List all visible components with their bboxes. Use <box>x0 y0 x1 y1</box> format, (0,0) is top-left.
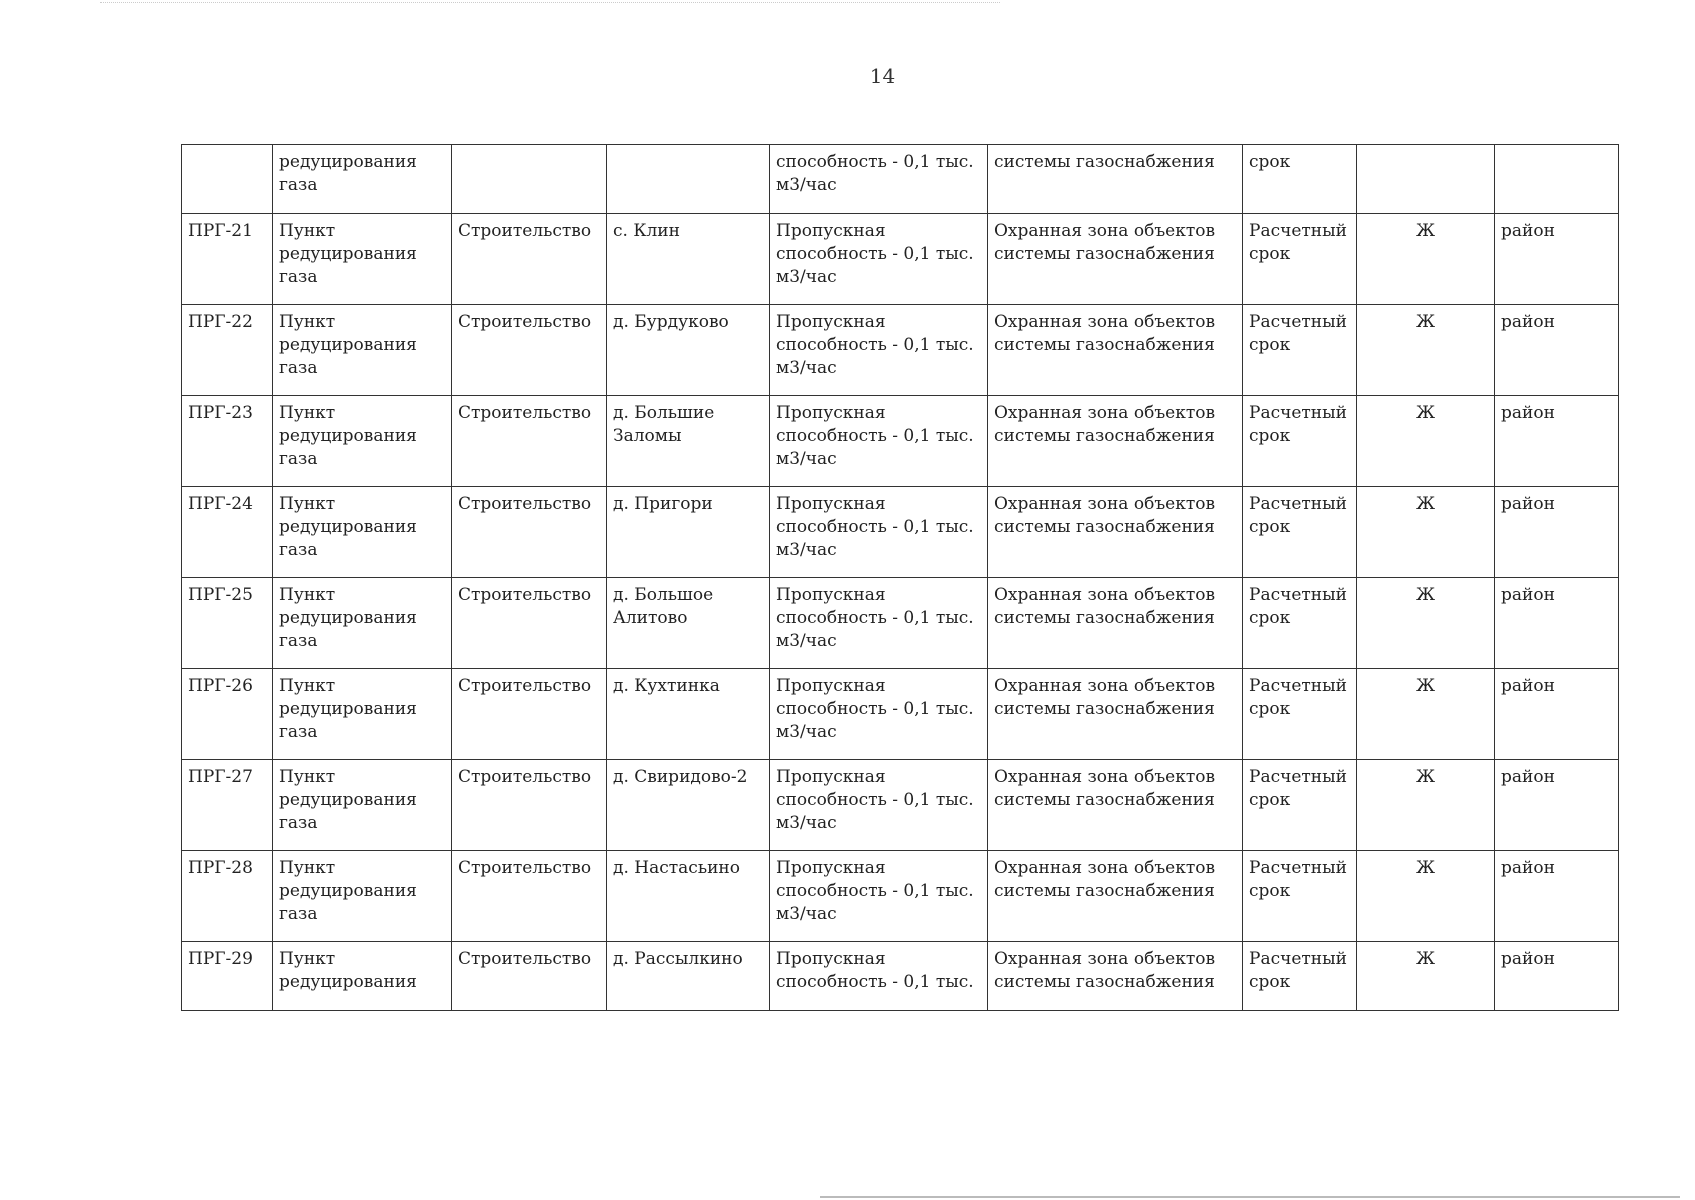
cell-characteristics: способность - 0,1 тыс. м3/час <box>770 145 988 214</box>
cell-activity-type: Строительство <box>452 578 607 669</box>
cell-location: д. Бурдуково <box>607 305 770 396</box>
cell-status: Ж <box>1357 214 1495 305</box>
cell-zone-type: системы газоснабжения <box>988 145 1243 214</box>
gas-facilities-table <box>181 144 1619 1011</box>
cell-term: Расчетный срок <box>1243 851 1357 942</box>
cell-significance: район <box>1495 396 1619 487</box>
cell-object-name: Пункт редуцирования газа <box>273 396 452 487</box>
cell-significance: район <box>1495 305 1619 396</box>
cell-activity-type: Строительство <box>452 760 607 851</box>
cell-object-name: редуцирования газа <box>273 145 452 214</box>
cell-characteristics: Пропускная способность - 0,1 тыс. м3/час <box>770 396 988 487</box>
cell-term: Расчетный срок <box>1243 942 1357 1011</box>
cell-characteristics: Пропускная способность - 0,1 тыс. <box>770 942 988 1011</box>
cell-activity-type: Строительство <box>452 305 607 396</box>
cell-status: Ж <box>1357 578 1495 669</box>
cell-object-code: ПРГ-29 <box>182 942 273 1011</box>
table-row-continued <box>182 145 1619 214</box>
cell-characteristics: Пропускная способность - 0,1 тыс. м3/час <box>770 669 988 760</box>
cell-characteristics: Пропускная способность - 0,1 тыс. м3/час <box>770 487 988 578</box>
cell-object-code: ПРГ-25 <box>182 578 273 669</box>
cell-significance: район <box>1495 578 1619 669</box>
cell-status: Ж <box>1357 305 1495 396</box>
cell-zone-type: Охранная зона объектов системы газоснабжения <box>988 487 1243 578</box>
cell-object-code <box>182 145 273 214</box>
scan-artifact-top <box>100 2 1000 4</box>
cell-status: Ж <box>1357 942 1495 1011</box>
cell-activity-type: Строительство <box>452 851 607 942</box>
cell-characteristics: Пропускная способность - 0,1 тыс. м3/час <box>770 578 988 669</box>
cell-object-code: ПРГ-27 <box>182 760 273 851</box>
cell-zone-type: Охранная зона объектов системы газоснабжения <box>988 760 1243 851</box>
cell-activity-type: Строительство <box>452 942 607 1011</box>
cell-term: срок <box>1243 145 1357 214</box>
cell-location: д. Свиридово-2 <box>607 760 770 851</box>
cell-zone-type: Охранная зона объектов системы газоснабжения <box>988 305 1243 396</box>
cell-object-name: Пункт редуцирования газа <box>273 214 452 305</box>
cell-location: с. Клин <box>607 214 770 305</box>
table-row-partial <box>182 942 1619 1011</box>
cell-object-name: Пункт редуцирования <box>273 942 452 1011</box>
cell-zone-type: Охранная зона объектов системы газоснабжения <box>988 669 1243 760</box>
cell-zone-type: Охранная зона объектов системы газоснабжения <box>988 851 1243 942</box>
cell-zone-type: Охранная зона объектов системы газоснабжения <box>988 578 1243 669</box>
cell-term: Расчетный срок <box>1243 760 1357 851</box>
cell-status: Ж <box>1357 669 1495 760</box>
cell-significance: район <box>1495 942 1619 1011</box>
cell-characteristics: Пропускная способность - 0,1 тыс. м3/час <box>770 305 988 396</box>
table-row <box>182 396 1619 487</box>
table-row <box>182 578 1619 669</box>
cell-object-code: ПРГ-23 <box>182 396 273 487</box>
cell-object-code: ПРГ-24 <box>182 487 273 578</box>
cell-location: д. Пригори <box>607 487 770 578</box>
cell-characteristics: Пропускная способность - 0,1 тыс. м3/час <box>770 760 988 851</box>
table-row <box>182 487 1619 578</box>
table-row <box>182 305 1619 396</box>
page-number: 14 <box>869 64 896 88</box>
scan-artifact-bottom <box>820 1196 1680 1198</box>
cell-location: д. Рассылкино <box>607 942 770 1011</box>
cell-term: Расчетный срок <box>1243 396 1357 487</box>
cell-status: Ж <box>1357 487 1495 578</box>
cell-term: Расчетный срок <box>1243 487 1357 578</box>
cell-characteristics: Пропускная способность - 0,1 тыс. м3/час <box>770 214 988 305</box>
cell-zone-type: Охранная зона объектов системы газоснабжения <box>988 396 1243 487</box>
table-row <box>182 214 1619 305</box>
table-body <box>182 145 1619 1011</box>
cell-activity-type: Строительство <box>452 669 607 760</box>
cell-activity-type: Строительство <box>452 396 607 487</box>
cell-characteristics: Пропускная способность - 0,1 тыс. м3/час <box>770 851 988 942</box>
cell-activity-type: Строительство <box>452 487 607 578</box>
cell-location <box>607 145 770 214</box>
cell-location: д. Большое Алитово <box>607 578 770 669</box>
cell-significance: район <box>1495 214 1619 305</box>
cell-significance: район <box>1495 487 1619 578</box>
cell-significance: район <box>1495 669 1619 760</box>
cell-zone-type: Охранная зона объектов системы газоснабжения <box>988 942 1243 1011</box>
cell-location: д. Большие Заломы <box>607 396 770 487</box>
cell-status <box>1357 145 1495 214</box>
table-row <box>182 669 1619 760</box>
cell-object-name: Пункт редуцирования газа <box>273 487 452 578</box>
table-row <box>182 851 1619 942</box>
cell-term: Расчетный срок <box>1243 305 1357 396</box>
cell-location: д. Кухтинка <box>607 669 770 760</box>
cell-zone-type: Охранная зона объектов системы газоснабжения <box>988 214 1243 305</box>
cell-object-code: ПРГ-28 <box>182 851 273 942</box>
cell-object-code: ПРГ-26 <box>182 669 273 760</box>
cell-object-code: ПРГ-22 <box>182 305 273 396</box>
cell-significance <box>1495 145 1619 214</box>
cell-object-name: Пункт редуцирования газа <box>273 760 452 851</box>
cell-status: Ж <box>1357 760 1495 851</box>
cell-object-name: Пункт редуцирования газа <box>273 305 452 396</box>
cell-term: Расчетный срок <box>1243 578 1357 669</box>
cell-significance: район <box>1495 851 1619 942</box>
cell-significance: район <box>1495 760 1619 851</box>
cell-term: Расчетный срок <box>1243 214 1357 305</box>
cell-term: Расчетный срок <box>1243 669 1357 760</box>
cell-object-name: Пункт редуцирования газа <box>273 669 452 760</box>
cell-object-code: ПРГ-21 <box>182 214 273 305</box>
cell-activity-type: Строительство <box>452 214 607 305</box>
cell-location: д. Настасьино <box>607 851 770 942</box>
cell-object-name: Пункт редуцирования газа <box>273 578 452 669</box>
cell-status: Ж <box>1357 851 1495 942</box>
cell-status: Ж <box>1357 396 1495 487</box>
cell-activity-type <box>452 145 607 214</box>
table-row <box>182 760 1619 851</box>
cell-object-name: Пункт редуцирования газа <box>273 851 452 942</box>
